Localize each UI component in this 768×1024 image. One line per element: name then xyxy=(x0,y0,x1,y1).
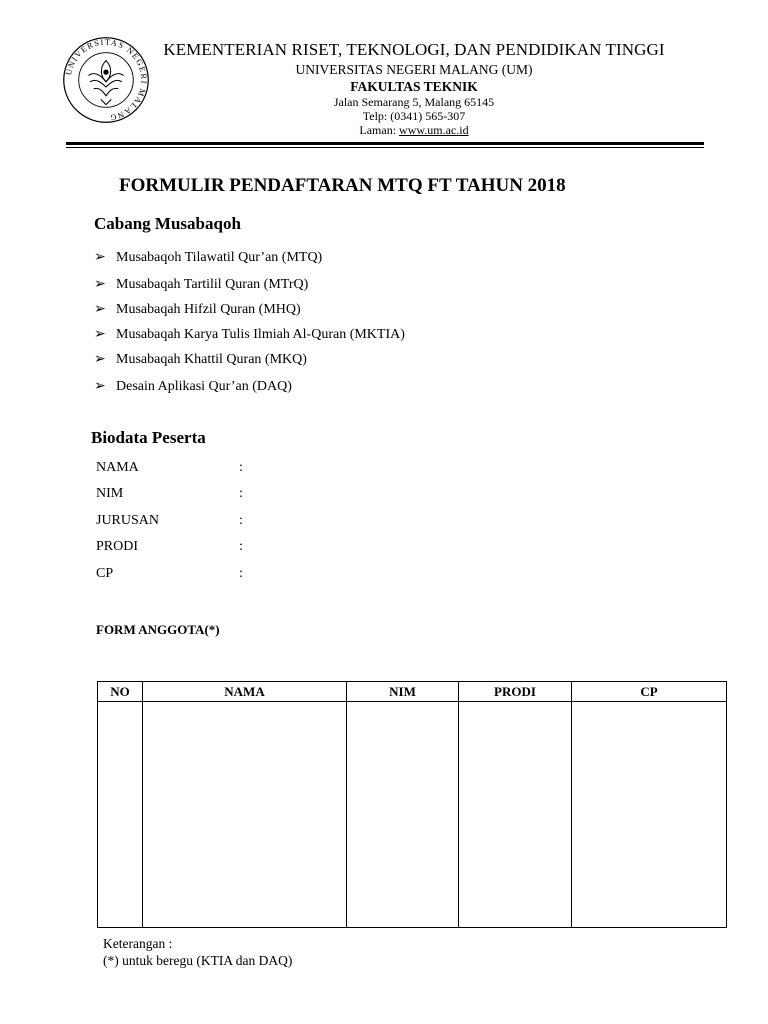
column-header-nama: NAMA xyxy=(143,682,347,702)
column-header-cp: CP xyxy=(572,682,727,702)
member-table xyxy=(97,681,727,928)
biodata-label-prodi: PRODI xyxy=(96,539,139,554)
cabang-list-item xyxy=(94,326,405,343)
cabang-item-label: Musabaqah Hifzil Quran (MHQ) xyxy=(116,302,301,317)
biodata-colon: : xyxy=(239,539,243,554)
cabang-list-item xyxy=(94,351,307,368)
arrowhead-bullet-icon: ➢ xyxy=(94,379,106,394)
cabang-heading: Cabang Musabaqoh xyxy=(94,214,241,233)
letterhead-divider-thin xyxy=(66,147,704,148)
cabang-item-label: Musabaqoh Tilawatil Qur’an (MTQ) xyxy=(116,250,323,265)
notes-title: Keterangan : xyxy=(103,936,173,951)
cabang-item-label: Musabaqah Khattil Quran (MKQ) xyxy=(116,352,307,367)
biodata-colon: : xyxy=(239,566,243,581)
website-label: Laman: xyxy=(359,123,400,137)
biodata-label-jurusan: JURUSAN xyxy=(96,513,160,528)
university-seal-logo xyxy=(62,36,150,124)
table-header-row xyxy=(98,682,727,702)
arrowhead-bullet-icon: ➢ xyxy=(94,277,106,292)
biodata-colon: : xyxy=(239,460,243,475)
arrowhead-bullet-icon: ➢ xyxy=(94,352,106,367)
cell-nim[interactable] xyxy=(347,702,459,928)
arrowhead-bullet-icon: ➢ xyxy=(94,250,106,265)
cabang-item-label: Musabaqah Tartilil Quran (MTrQ) xyxy=(116,277,309,292)
form-anggota-label: FORM ANGGOTA(*) xyxy=(96,622,220,637)
biodata-label-nim: NIM xyxy=(96,486,124,501)
letterhead-address: Jalan Semarang 5, Malang 65145 xyxy=(333,95,495,109)
column-header-nim: NIM xyxy=(347,682,459,702)
notes-text: (*) untuk beregu (KTIA dan DAQ) xyxy=(103,953,293,968)
column-header-prodi: PRODI xyxy=(459,682,572,702)
table-row xyxy=(98,702,727,928)
arrowhead-bullet-icon: ➢ xyxy=(94,302,106,317)
cell-nama[interactable] xyxy=(143,702,347,928)
letterhead-divider-thick xyxy=(66,142,704,145)
form-title: FORMULIR PENDAFTARAN MTQ FT TAHUN 2018 xyxy=(119,175,566,196)
cabang-list-item xyxy=(94,249,322,266)
biodata-label-cp: CP xyxy=(96,566,114,581)
biodata-heading: Biodata Peserta xyxy=(91,428,206,447)
letterhead-faculty: FAKULTAS TEKNIK xyxy=(350,79,478,94)
website-link[interactable]: www.um.ac.id xyxy=(399,123,469,137)
cabang-item-label: Desain Aplikasi Qur’an (DAQ) xyxy=(116,379,292,394)
cabang-item-label: Musabaqah Karya Tulis Ilmiah Al-Quran (MKTIA) xyxy=(116,327,405,342)
cell-no[interactable] xyxy=(98,702,143,928)
column-header-no: NO xyxy=(98,682,143,702)
svg-text:UNIVERSITAS NEGERI MALANG: UNIVERSITAS NEGERI MALANG xyxy=(64,37,149,123)
cabang-list-item xyxy=(94,276,308,293)
cell-cp[interactable] xyxy=(572,702,727,928)
cabang-list-item xyxy=(94,301,301,318)
cabang-list-item xyxy=(94,378,292,395)
letterhead-phone: Telp: (0341) 565-307 xyxy=(362,109,466,123)
biodata-colon: : xyxy=(239,513,243,528)
letterhead-university: UNIVERSITAS NEGERI MALANG (UM) xyxy=(295,62,533,77)
cell-prodi[interactable] xyxy=(459,702,572,928)
biodata-colon: : xyxy=(239,486,243,501)
biodata-label-nama: NAMA xyxy=(96,460,139,475)
arrowhead-bullet-icon: ➢ xyxy=(94,327,106,342)
letterhead-website xyxy=(140,123,688,138)
letterhead-ministry: KEMENTERIAN RISET, TEKNOLOGI, DAN PENDIDIKAN TINGGI xyxy=(163,40,665,59)
